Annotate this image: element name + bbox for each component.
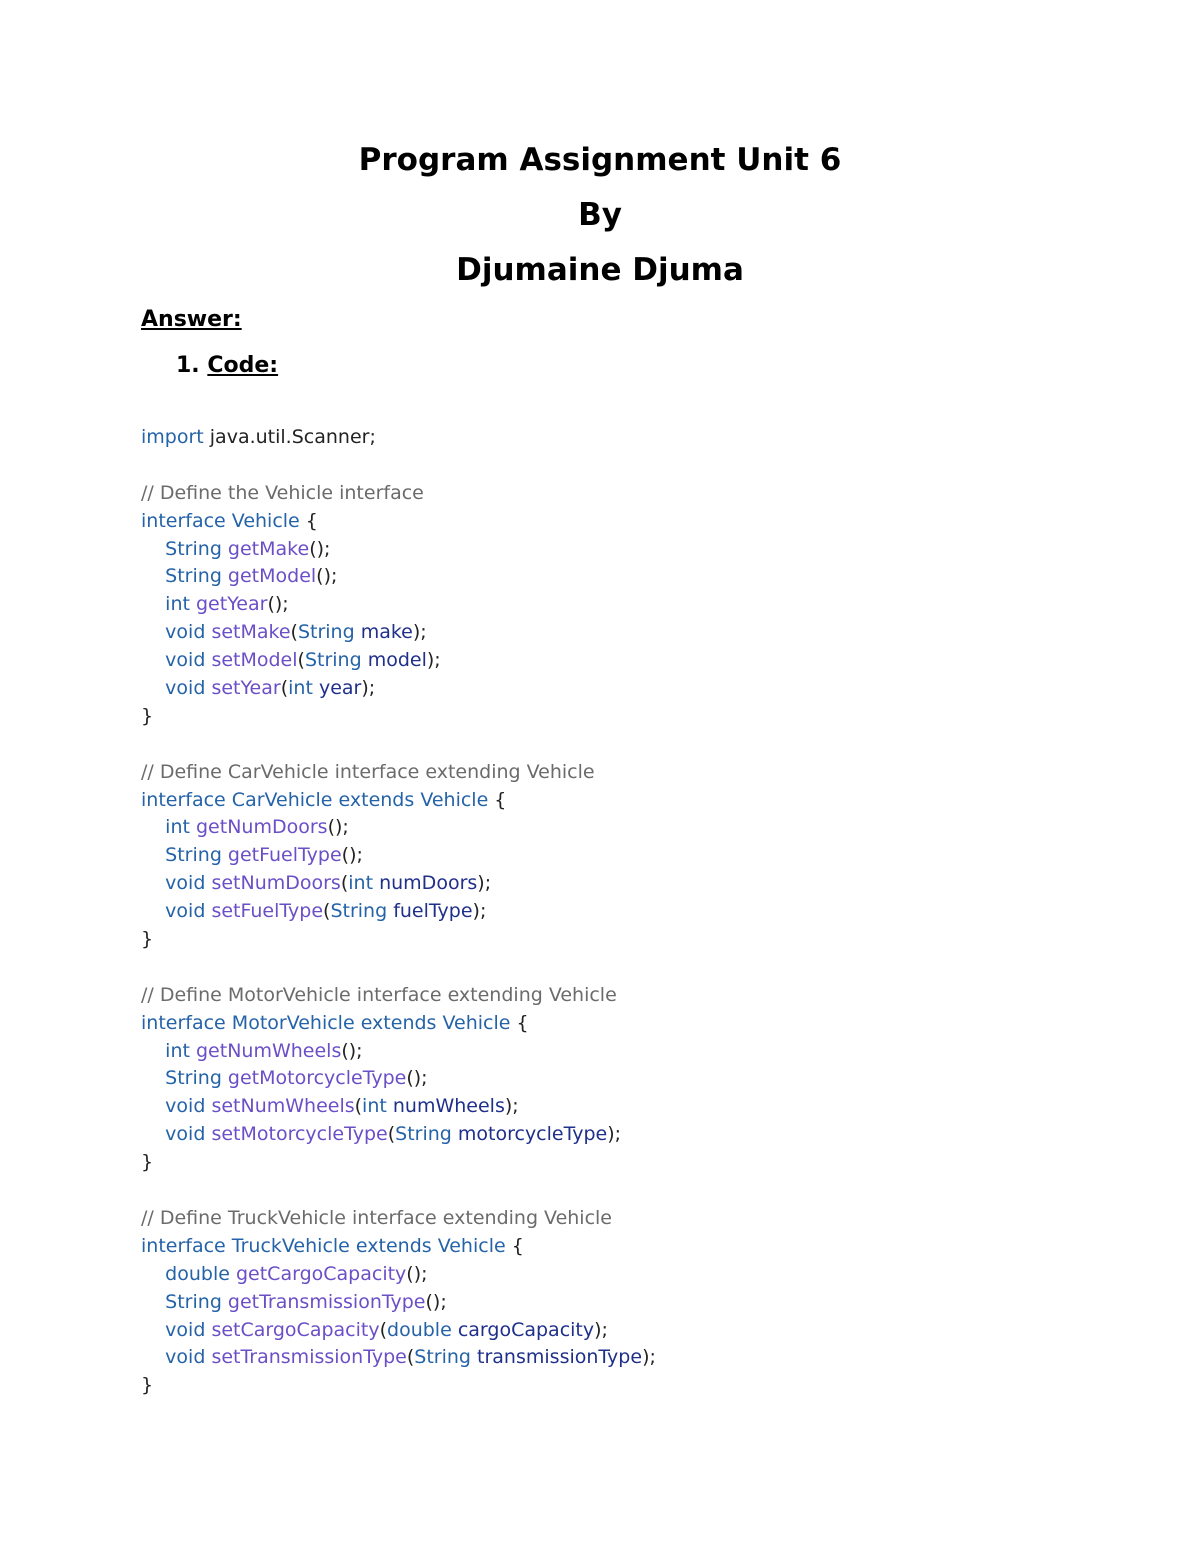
plain-token: } bbox=[141, 1151, 154, 1174]
plain-token: ( bbox=[340, 872, 349, 895]
method-token: getMotorcycleType bbox=[227, 1067, 407, 1090]
plain-token: (); bbox=[406, 1067, 428, 1090]
method-token: getNumDoors bbox=[196, 816, 328, 839]
code-line bbox=[141, 1093, 656, 1121]
document-author: Djumaine Djuma bbox=[456, 252, 744, 288]
code-line bbox=[141, 1289, 656, 1317]
param-token: year bbox=[318, 677, 362, 700]
keyword-token: int bbox=[348, 872, 374, 895]
method-token: getFuelType bbox=[227, 844, 342, 867]
code-line bbox=[141, 1121, 656, 1149]
plain-token: { bbox=[510, 1011, 529, 1034]
plain-token bbox=[141, 621, 165, 643]
plain-token: ); bbox=[426, 649, 441, 672]
comment-token: // Define TruckVehicle interface extending Vehicle bbox=[141, 1206, 612, 1229]
type-token: String bbox=[304, 649, 362, 672]
param-token: cargoCapacity bbox=[457, 1318, 595, 1341]
keyword-token: void bbox=[165, 1346, 206, 1369]
plain-token bbox=[141, 1263, 165, 1285]
param-token: motorcycleType bbox=[457, 1123, 608, 1146]
plain-token bbox=[141, 1095, 165, 1117]
method-token: getCargoCapacity bbox=[235, 1262, 407, 1285]
plain-token: ( bbox=[290, 621, 298, 644]
code-line bbox=[141, 787, 656, 815]
param-token: numWheels bbox=[392, 1095, 505, 1118]
code-line bbox=[141, 1261, 656, 1289]
plain-token: (); bbox=[341, 844, 363, 867]
plain-token: (); bbox=[309, 537, 331, 560]
keyword-token: extends bbox=[360, 1011, 437, 1034]
method-token: getYear bbox=[196, 593, 268, 616]
plain-token: ); bbox=[594, 1318, 608, 1341]
code-line bbox=[141, 452, 656, 480]
plain-token: { bbox=[505, 1234, 524, 1257]
method-token: setMotorcycleType bbox=[211, 1123, 388, 1146]
keyword-token: void bbox=[165, 621, 206, 644]
plain-token bbox=[141, 1040, 165, 1062]
code-line bbox=[141, 731, 656, 759]
code-line bbox=[141, 870, 656, 898]
keyword-token: void bbox=[165, 649, 206, 672]
comment-token: // Define MotorVehicle interface extending Vehicle bbox=[141, 983, 617, 1006]
comment-token: // Define CarVehicle interface extending Vehicle bbox=[141, 760, 595, 783]
method-token: getTransmissionType bbox=[227, 1290, 426, 1313]
type-token: String bbox=[395, 1123, 452, 1146]
plain-token: } bbox=[141, 928, 154, 951]
method-token: setCargoCapacity bbox=[211, 1318, 380, 1341]
plain-token: } bbox=[141, 1374, 154, 1397]
code-line bbox=[141, 647, 656, 675]
type-token: String bbox=[297, 621, 355, 644]
type-token: String bbox=[330, 900, 388, 923]
keyword-token: double bbox=[387, 1318, 452, 1341]
list-number: 1. bbox=[176, 353, 200, 378]
type-token: Vehicle bbox=[231, 509, 300, 532]
method-token: setYear bbox=[211, 677, 281, 700]
plain-token: ( bbox=[323, 900, 331, 923]
code-line bbox=[141, 1177, 656, 1205]
code-line bbox=[141, 982, 656, 1010]
code-line bbox=[141, 1344, 656, 1372]
code-line bbox=[141, 508, 656, 536]
code-line bbox=[141, 591, 656, 619]
code-line bbox=[141, 954, 656, 982]
param-token: make bbox=[360, 621, 413, 644]
keyword-token: void bbox=[165, 677, 206, 700]
code-line bbox=[141, 536, 656, 564]
plain-token: (); bbox=[327, 816, 349, 839]
code-list-item bbox=[176, 352, 278, 380]
code-line bbox=[141, 926, 656, 954]
type-token: TruckVehicle bbox=[231, 1234, 350, 1257]
plain-token bbox=[141, 1067, 165, 1089]
keyword-token: int bbox=[165, 1039, 190, 1062]
code-line bbox=[141, 1149, 656, 1177]
code-line bbox=[141, 675, 656, 703]
plain-token bbox=[141, 565, 165, 587]
method-token: setNumWheels bbox=[211, 1095, 355, 1118]
code-block bbox=[141, 424, 656, 1400]
plain-token: ); bbox=[607, 1123, 622, 1146]
type-token: Vehicle bbox=[437, 1234, 506, 1257]
type-token: Vehicle bbox=[442, 1011, 511, 1034]
plain-token bbox=[141, 538, 165, 560]
keyword-token: double bbox=[165, 1262, 230, 1285]
code-line bbox=[141, 563, 656, 591]
keyword-token: import bbox=[141, 426, 204, 448]
method-token: setNumDoors bbox=[211, 872, 341, 895]
code-line bbox=[141, 1233, 656, 1261]
plain-token: ( bbox=[280, 677, 289, 700]
code-line bbox=[141, 1038, 656, 1066]
method-token: getMake bbox=[227, 537, 310, 560]
plain-token: ( bbox=[354, 1095, 363, 1118]
keyword-token: void bbox=[165, 1095, 206, 1118]
plain-token bbox=[141, 649, 165, 671]
param-token: fuelType bbox=[393, 900, 473, 923]
code-line bbox=[141, 703, 656, 731]
method-token: setMake bbox=[211, 621, 291, 644]
type-token: Vehicle bbox=[420, 788, 489, 811]
plain-token: ( bbox=[379, 1318, 388, 1341]
plain-token: (); bbox=[341, 1039, 363, 1062]
type-token: String bbox=[165, 844, 222, 867]
keyword-token: extends bbox=[338, 788, 415, 811]
plain-token: (); bbox=[267, 593, 289, 616]
plain-token bbox=[141, 900, 165, 922]
code-line bbox=[141, 1317, 656, 1345]
plain-token: java.util.Scanner; bbox=[203, 426, 376, 448]
plain-token: } bbox=[141, 704, 154, 727]
code-line bbox=[141, 1010, 656, 1038]
plain-token bbox=[141, 816, 165, 838]
keyword-token: void bbox=[165, 1318, 206, 1341]
keyword-token: int bbox=[165, 593, 190, 616]
code-line bbox=[141, 1372, 656, 1400]
type-token: String bbox=[165, 1290, 222, 1313]
code-line bbox=[141, 1205, 656, 1233]
method-token: getNumWheels bbox=[196, 1039, 342, 1062]
plain-token bbox=[141, 1123, 165, 1145]
keyword-token: interface bbox=[141, 1011, 226, 1034]
method-token: setFuelType bbox=[211, 900, 324, 923]
plain-token bbox=[141, 872, 165, 894]
type-token: String bbox=[414, 1346, 471, 1369]
plain-token: ); bbox=[642, 1346, 656, 1369]
method-token: getModel bbox=[227, 565, 317, 588]
method-token: setModel bbox=[211, 649, 298, 672]
plain-token: ); bbox=[504, 1095, 519, 1118]
keyword-token: void bbox=[165, 872, 206, 895]
plain-token bbox=[141, 677, 165, 699]
param-token: transmissionType bbox=[477, 1346, 643, 1369]
document-title: Program Assignment Unit 6 bbox=[358, 142, 842, 178]
plain-token bbox=[141, 593, 165, 615]
answer-heading: Answer: bbox=[141, 307, 242, 332]
keyword-token: interface bbox=[141, 509, 226, 532]
plain-token bbox=[141, 1319, 165, 1341]
plain-token: { bbox=[299, 509, 318, 532]
keyword-token: extends bbox=[355, 1234, 432, 1257]
code-line bbox=[141, 1065, 656, 1093]
code-line bbox=[141, 842, 656, 870]
code-line bbox=[141, 759, 656, 787]
code-line bbox=[141, 619, 656, 647]
plain-token: ); bbox=[361, 677, 376, 700]
plain-token bbox=[141, 844, 165, 866]
code-line bbox=[141, 814, 656, 842]
plain-token bbox=[141, 1291, 165, 1313]
code-line bbox=[141, 898, 656, 926]
code-heading: Code: bbox=[207, 353, 279, 378]
comment-token: // Define the Vehicle interface bbox=[141, 481, 424, 504]
type-token: CarVehicle bbox=[231, 788, 333, 811]
keyword-token: int bbox=[165, 816, 190, 839]
plain-token: (); bbox=[425, 1290, 447, 1313]
document-byline: By bbox=[578, 197, 622, 233]
keyword-token: void bbox=[165, 900, 206, 923]
type-token: MotorVehicle bbox=[231, 1011, 355, 1034]
plain-token: ); bbox=[412, 621, 427, 644]
param-token: model bbox=[367, 649, 427, 672]
keyword-token: int bbox=[362, 1095, 387, 1118]
plain-token: ( bbox=[406, 1346, 415, 1369]
keyword-token: interface bbox=[141, 788, 226, 811]
type-token: String bbox=[165, 1067, 222, 1090]
plain-token: ( bbox=[387, 1123, 396, 1146]
type-token: String bbox=[165, 537, 222, 560]
code-line bbox=[141, 480, 656, 508]
param-token: numDoors bbox=[379, 872, 478, 895]
plain-token: { bbox=[488, 788, 507, 811]
code-line bbox=[141, 424, 656, 452]
plain-token: ( bbox=[297, 649, 305, 672]
method-token: setTransmissionType bbox=[211, 1346, 407, 1369]
keyword-token: interface bbox=[141, 1234, 226, 1257]
keyword-token: void bbox=[165, 1123, 206, 1146]
plain-token: ); bbox=[477, 872, 492, 895]
plain-token: ); bbox=[472, 900, 487, 923]
plain-token: (); bbox=[406, 1262, 428, 1285]
plain-token: (); bbox=[316, 565, 338, 588]
type-token: String bbox=[165, 565, 222, 588]
plain-token bbox=[141, 1346, 165, 1368]
keyword-token: int bbox=[288, 677, 313, 700]
